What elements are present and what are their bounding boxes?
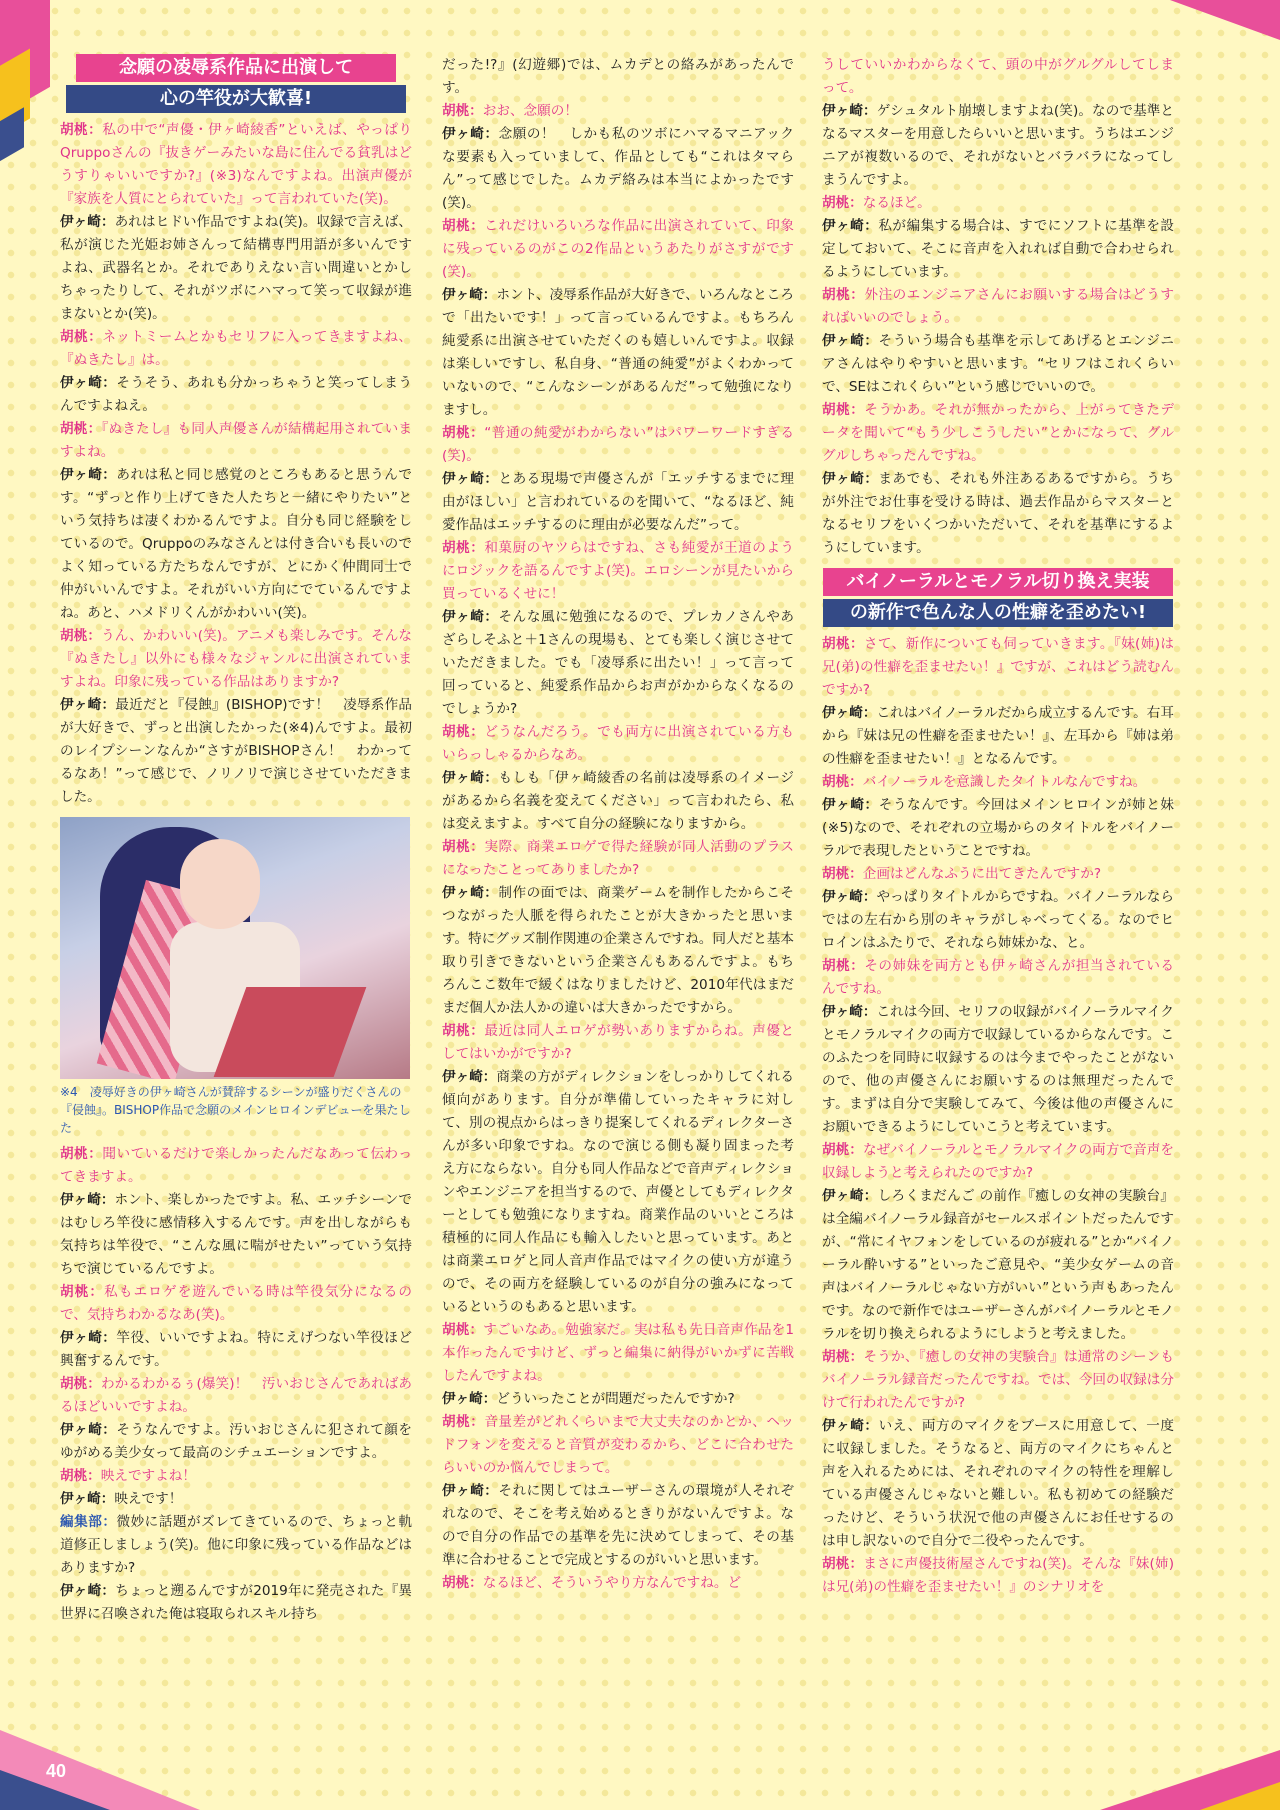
dialogue-text: これは今回、セリフの収録がバイノーラルマイクとモノラルマイクの両方で収録しているからなんです。このふたつを同時に収録するのは今までやったことがないので、他の声優さんにお願いするのは無理だったんです。まずは自分で実験してみて、今後は他の声優さんにお願いできるようにしていこうと考えています。	[822, 1004, 1175, 1135]
dialogue-line	[822, 468, 1174, 560]
dialogue-line	[442, 1319, 794, 1388]
speaker-label: 伊ヶ崎：	[442, 1069, 497, 1085]
speaker-label: 伊ヶ崎：	[822, 705, 877, 721]
headline-1-line-1: 念願の凌辱系作品に出演して	[76, 54, 396, 82]
dialogue-line	[442, 54, 794, 100]
speaker-label: 胡桃：	[442, 724, 485, 740]
dialogue-text: その姉妹を両方とも伊ヶ崎さんが担当されているんですね。	[822, 958, 1175, 997]
dialogue-text: 『ぬきたし』も同人声優さんが結構起用されていますよね。	[60, 421, 413, 460]
speaker-label: 胡桃：	[822, 1142, 863, 1158]
dialogue-line	[60, 1465, 412, 1488]
dialogue-line	[442, 767, 794, 836]
speaker-label: 伊ヶ崎：	[60, 1330, 117, 1346]
dialogue-line	[822, 54, 1174, 100]
dialogue-text: 微妙に話題がズレてきているので、ちょっと軌道修正しましょう(笑)。他に印象に残っている作品などはありますか?	[60, 1514, 412, 1576]
speaker-label: 伊ヶ崎：	[442, 471, 499, 487]
dialogue-text: いえ、両方のマイクをブースに用意して、一度に収録しました。そうなると、両方のマイクにちゃんと声を入れるためには、それぞれのマイクの特性を理解している声優さんじゃないと難しい。私も初めての経験だったけど、そういう状況で他の声優さんにお任せするのは申し訳ないので自分で二役やったんです。	[822, 1418, 1175, 1549]
dialogue-text: だった!?』(幻遊郷)では、ムカデとの絡みがあったんです。	[442, 57, 794, 96]
speaker-label: 胡桃：	[822, 402, 865, 418]
dialogue-text: 制作の面では、商業ゲームを制作したからこそつながった人脈を得られたことが大きかったと思います。特にグッズ制作関連の企業さんですね。同人だと基本取り引きできないという企業さんもあるんですよ。もちろんここ数年で緩くはなりましたけど、2010年代はまだまだ個人か法人かの違いは大きかったですから。	[442, 885, 795, 1016]
dialogue-line	[822, 399, 1174, 468]
dialogue-line	[60, 464, 412, 625]
dialogue-line	[822, 100, 1174, 192]
speaker-label: 伊ヶ崎：	[822, 797, 879, 813]
dialogue-text: わかるわかるぅ(爆笑)！ 汚いおじさんであればあるほどいいですよね。	[60, 1376, 413, 1415]
dialogue-text: なぜバイノーラルとモノラルマイクの両方で音声を収録しようと考えられたのですか?	[822, 1142, 1174, 1181]
speaker-label: 伊ヶ崎：	[822, 103, 877, 119]
dialogue-text: あれは私と同じ感覚のところもあると思うんです。“ずっと作り上げてきた人たちと一緒にやりたい”という気持ちは凄くわかるんですよ。自分も同じ経験をしているので。Qruppoのみなさんとは付き合いも長いのでよく知っている方たちなんですが、とにかく仲間同士で仲がいいんですよ。それがいい方向にでているんですよね。あと、ハメドリくんがかわいい(笑)。	[60, 467, 413, 621]
speaker-label: 胡桃：	[60, 421, 102, 437]
dialogue-text: 和菓厨のヤツらはですね、さも純愛が王道のようにロジックを語るんですよ(笑)。エロシーンが見たいから買っているくせに！	[442, 540, 795, 602]
corner-decoration-bottom-right	[1080, 1730, 1280, 1810]
dialogue-text: 映えですよね！	[100, 1468, 196, 1484]
dialogue-line	[60, 1327, 412, 1373]
speaker-label: 伊ヶ崎：	[442, 609, 499, 625]
dialogue-text: 企画はどんなふうに出てきたんですか?	[862, 866, 1102, 882]
col3a-text	[822, 54, 1174, 560]
dialogue-line	[60, 211, 412, 326]
dialogue-text: しろくまだんご の前作『癒しの女神の実験台』は全編バイノーラル録音がセールスポイントだったんですが、“常にイヤフォンをしているのが疲れる”とか“バイノーラル酔いする”といったご意見や、“美少女ゲームの音声はバイノーラルじゃない方がいい”という声もあったんです。なので新作ではユーザーさんがバイノーラルとモノラルを切り換えられるようにしようと考えました。	[822, 1188, 1175, 1342]
dialogue-line	[822, 1415, 1174, 1553]
speaker-label: 伊ヶ崎：	[442, 287, 497, 303]
game-screenshot-image	[60, 817, 410, 1079]
dialogue-line	[442, 1388, 794, 1411]
dialogue-line	[822, 192, 1174, 215]
dialogue-line	[822, 863, 1174, 886]
speaker-label: 胡桃：	[822, 195, 863, 211]
dialogue-text: これはバイノーラルだから成立するんです。右耳から『妹は兄の性癖を歪ませたい！』、左耳から『姉は弟の性癖を歪ませたい！』となるんです。	[822, 705, 1175, 767]
dialogue-line	[60, 1580, 412, 1626]
speaker-label: 伊ヶ崎：	[442, 885, 499, 901]
dialogue-text: ネットミームとかもセリフに入ってきますよね、『ぬきたし』は。	[60, 329, 413, 368]
dialogue-line	[442, 1020, 794, 1066]
speaker-label: 伊ヶ崎：	[60, 1491, 115, 1507]
dialogue-text: 私もエロゲを遊んでいる時は竿役気分になるので、気持ちわかるなあ(笑)。	[60, 1284, 412, 1323]
dialogue-line	[60, 326, 412, 372]
dialogue-text: ホント、楽しかったですよ。私、エッチシーンではむしろ竿役に感情移入するんです。声を出しながらも気持ちは竿役で、“こんな風に喘がせたい”っていう気持ちで演じているんですよ。	[60, 1192, 413, 1277]
dialogue-text: 外注のエンジニアさんにお願いする場合はどうすればいいのでしょう。	[822, 287, 1174, 326]
col1b-text	[60, 1143, 412, 1626]
dialogue-line	[442, 422, 794, 468]
dialogue-line	[60, 694, 412, 809]
speaker-label: 伊ヶ崎：	[442, 1391, 497, 1407]
dialogue-line	[822, 284, 1174, 330]
column-2	[442, 54, 794, 1595]
dialogue-text: 映えです！	[114, 1491, 183, 1507]
speaker-label: 編集部：	[60, 1514, 117, 1530]
dialogue-text: そんな風に勉強になるので、プレカノさんやあざらしそふと＋1さんの現場も、とても楽しく演じさせていただきました。でも「凌辱系に出たい！」って言って回っていると、純愛系作品からお声がかからなくなるのでしょうか?	[442, 609, 795, 717]
corner-decoration-bottom-left	[0, 1720, 220, 1810]
speaker-label: 伊ヶ崎：	[822, 1418, 879, 1434]
dialogue-text: そういう場合も基準を示してあげるとエンジニアさんはやりやすいと思います。“セリフはこれくらいで、SEはこれくらい”という感じでいいので。	[822, 333, 1174, 395]
dialogue-line	[822, 1346, 1174, 1415]
dialogue-text: もしも「伊ヶ崎綾香の名前は凌辱系のイメージがあるから名義を変えてください」って言われたら、私は変えますよ。すべて自分の経験になりますから。	[442, 770, 794, 832]
dialogue-text: そうか、『癒しの女神の実験台』は通常のシーンもバイノーラル録音だったんですね。では、今回の収録は分けて行われたんですか?	[822, 1349, 1175, 1411]
dialogue-line	[442, 606, 794, 721]
dialogue-line	[442, 468, 794, 537]
dialogue-line	[442, 1066, 794, 1319]
dialogue-line	[822, 330, 1174, 399]
dialogue-text: 最近だと『侵蝕』(BISHOP)です！ 凌辱系作品が大好きで、ずっと出演したかった(※4)んですよ。最初のレイプシーンなんか“さすがBISHOPさん！ わかってるなあ！”って感じで、ノリノリで演じさせていただきました。	[60, 697, 412, 805]
col2-text	[442, 54, 794, 1595]
speaker-label: 伊ヶ崎：	[60, 375, 117, 391]
speaker-label: 伊ヶ崎：	[60, 1583, 116, 1599]
speaker-label: 胡桃：	[822, 1556, 864, 1572]
speaker-label: 胡桃：	[442, 103, 483, 119]
speaker-label: 胡桃：	[60, 628, 102, 644]
dialogue-text: うしていいかわからなくて、頭の中がグルグルしてしまって。	[822, 57, 1174, 96]
dialogue-text: 私の中で“声優・伊ヶ崎綾香”といえば、やっぱりQruppoさんの『抜きゲーみたいな島に住んでる貧乳はどうすりゃいいですか?』(※3)なんですよね。出演声優が『家族を人質にとられていた』って言われていた(笑)。	[60, 122, 412, 207]
speaker-label: 伊ヶ崎：	[822, 1188, 878, 1204]
speaker-label: 伊ヶ崎：	[60, 214, 115, 230]
speaker-label: 胡桃：	[442, 1575, 483, 1591]
corner-decoration-top-right	[1160, 0, 1280, 40]
column-1	[60, 54, 412, 1626]
page-number: 40	[46, 1761, 67, 1781]
speaker-label: 胡桃：	[60, 329, 103, 345]
photo-caption: ※4 凌辱好きの伊ヶ崎さんが賛辞するシーンが盛りだくさんの『侵蝕』。BISHOP作品で念願のメインヒロインデビューを果たした	[60, 1085, 411, 1135]
speaker-label: 伊ヶ崎：	[442, 1483, 499, 1499]
speaker-label: 胡桃：	[822, 774, 863, 790]
dialogue-text: なるほど、そういうやり方なんですね。ど	[482, 1575, 742, 1591]
speaker-label: 胡桃：	[822, 958, 865, 974]
speaker-label: 胡桃：	[60, 122, 103, 138]
dialogue-text: ちょっと遡るんですが2019年に発売された『異世界に召喚された俺は寝取られスキル持ち	[60, 1583, 413, 1622]
speaker-label: 伊ヶ崎：	[60, 467, 117, 483]
dialogue-line	[60, 119, 412, 211]
col3b-text	[822, 633, 1174, 1599]
dialogue-text: 音量差がどれくらいまで大丈夫なのかとか、ヘッドフォンを変えると音質が変わるから、どこに合わせたらいいのか悩んでしまって。	[442, 1414, 795, 1476]
dialogue-text: それに関してはユーザーさんの環境が人それぞれなので、そこを考え始めるときりがないんですよ。なので自分の作品での基準を先に決めてしまって、その基準に合わせることで完成とするのがいいと思います。	[442, 1483, 795, 1568]
speaker-label: 胡桃：	[442, 1322, 484, 1338]
dialogue-text: バイノーラルを意識したタイトルなんですね。	[862, 774, 1147, 790]
speaker-label: 伊ヶ崎：	[822, 333, 879, 349]
dialogue-text: うん、かわいい(笑)。アニメも楽しみです。そんな『ぬきたし』以外にも様々なジャンルに出演されていますよね。印象に残っている作品はありますか?	[60, 628, 413, 690]
dialogue-text: 私が編集する場合は、すでにソフトに基準を設定しておいて、そこに音声を入れれば自動で合わせられるようにしています。	[822, 218, 1174, 280]
speaker-label: 胡桃：	[442, 540, 485, 556]
speaker-label: 胡桃：	[60, 1376, 101, 1392]
dialogue-text: どういったことが問題だったんですか?	[496, 1391, 735, 1407]
dialogue-text: 竿役、いいですよね。特にえげつない竿役ほど興奮するんです。	[60, 1330, 413, 1369]
speaker-label: 伊ヶ崎：	[822, 471, 879, 487]
dialogue-line	[442, 537, 794, 606]
dialogue-line	[822, 771, 1174, 794]
dialogue-line	[60, 1281, 412, 1327]
dialogue-text: 最近は同人エロゲが勢いありますからね。声優としてはいかがですか?	[442, 1023, 795, 1062]
dialogue-text: まさに声優技術屋さんですね(笑)。そんな『妹(姉)は兄(弟)の性癖を歪ませたい！』のシナリオを	[822, 1556, 1175, 1595]
dialogue-line	[822, 794, 1174, 863]
dialogue-text: そうなんです。今回はメインヒロインが姉と妹(※5)なので、それぞれの立場からのタイトルをバイノーラルで表現したということですね。	[822, 797, 1175, 859]
speaker-label: 胡桃：	[442, 425, 485, 441]
dialogue-line	[60, 1419, 412, 1465]
speaker-label: 伊ヶ崎：	[60, 1192, 115, 1208]
dialogue-line	[60, 625, 412, 694]
dialogue-line	[822, 633, 1174, 702]
headline-1-line-2: 心の竿役が大歓喜!	[66, 85, 406, 113]
dialogue-line	[442, 721, 794, 767]
speaker-label: 胡桃：	[442, 839, 485, 855]
dialogue-line	[822, 215, 1174, 284]
dialogue-line	[442, 284, 794, 422]
dialogue-text: ゲシュタルト崩壊しますよね(笑)。なので基準となるマスターを用意したらいいと思います。うちはエンジニアが複数いるので、それがないとバラバラになってしまうんですよ。	[822, 103, 1175, 188]
speaker-label: 胡桃：	[442, 1414, 485, 1430]
dialogue-line	[442, 1572, 794, 1595]
speaker-label: 伊ヶ崎：	[822, 1004, 877, 1020]
dialogue-line	[822, 886, 1174, 955]
dialogue-line	[822, 1001, 1174, 1139]
dialogue-line	[442, 1411, 794, 1480]
speaker-label: 胡桃：	[60, 1284, 105, 1300]
headline-2	[822, 568, 1174, 627]
dialogue-line	[442, 215, 794, 284]
speaker-label: 伊ヶ崎：	[442, 126, 499, 142]
dialogue-text: やっぱりタイトルからですね。バイノーラルならではの左右から別のキャラがしゃべってくる。なのでヒロインはふたりで、それなら姉妹かな、と。	[822, 889, 1175, 951]
dialogue-text: これだけいろいろな作品に出演されていて、印象に残っているのがこの2作品というあたりがさすがです(笑)。	[442, 218, 795, 280]
dialogue-line	[822, 1139, 1174, 1185]
dialogue-text: あれはヒドい作品ですよね(笑)。収録で言えば、私が演じた光姫お姉さんって結構専門用語が多いんですよね、武器名とか。それでありえない言い間違いとかしちゃったりして、それがツボにハマって笑って収録が進まないとか(笑)。	[60, 214, 413, 322]
speaker-label: 胡桃：	[442, 218, 485, 234]
headline-2-line-2: の新作で色んな人の性癖を歪めたい!	[823, 599, 1173, 627]
speaker-label: 伊ヶ崎：	[822, 889, 877, 905]
speaker-label: 胡桃：	[822, 866, 863, 882]
dialogue-text: 念願の！ しかも私のツボにハマるマニアックな要素も入っていまして、作品としても“これはタマらん”って感じでした。ムカデ絡みは本当によかったです(笑)。	[442, 126, 794, 211]
dialogue-text: 実際、商業エロゲで得た経験が同人活動のプラスになったことってありましたか?	[442, 839, 795, 878]
speaker-label: 胡桃：	[822, 287, 865, 303]
dialogue-line	[822, 955, 1174, 1001]
dialogue-text: まあでも、それも外注あるあるですから。うちが外注でお仕事を受ける時は、過去作品からマスターとなるセリフをいくつかいただいて、それを基準にするようにしています。	[822, 471, 1174, 556]
dialogue-text: そうそう、あれも分かっちゃうと笑ってしまうんですよねえ。	[60, 375, 413, 414]
speaker-label: 胡桃：	[822, 636, 864, 652]
dialogue-line	[60, 1189, 412, 1281]
speaker-label: 胡桃：	[442, 1023, 485, 1039]
dialogue-line	[442, 123, 794, 215]
dialogue-line	[442, 836, 794, 882]
dialogue-text: さて、新作についても伺っていきます。『妹(姉)は兄(弟)の性癖を歪ませたい！』ですが、これはどう読むんですか?	[822, 636, 1174, 698]
dialogue-text: 商業の方がディレクションをしっかりしてくれる傾向があります。自分が準備していったキャラに対して、別の視点からはっきり提案してくれるディレクターさんが多い印象ですね。なので演じる側も凝り固まった考え方にならない。自分も同人作品などで音声ディレクションやエンジニアを担当するので、声優としてもディレクターとしても勉強になりますね。商業作品のいいところは積極的に同人作品にも輸入したいと思っています。あとは商業エロゲと同人音声作品ではマイクの使い方が違うので、その両方を経験しているのが自分の強みになっているというのもあると思います。	[442, 1069, 794, 1315]
dialogue-line	[60, 418, 412, 464]
dialogue-line	[822, 1553, 1174, 1599]
dialogue-line	[60, 1373, 412, 1419]
speaker-label: 伊ヶ崎：	[60, 1422, 117, 1438]
headline-2-line-1: バイノーラルとモノラル切り換え実装	[823, 568, 1173, 596]
dialogue-text: どうなんだろう。でも両方に出演されている方もいらっしゃるからなあ。	[442, 724, 795, 763]
dialogue-text: とある現場で声優さんが「エッチするまでに理由がほしい」と言われているのを聞いて、“なるほど、純愛作品はエッチするのに理由が必要なんだ”って。	[442, 471, 794, 533]
column-3	[822, 54, 1174, 1599]
speaker-label: 伊ヶ崎：	[822, 218, 879, 234]
dialogue-text: おお、念願の！	[482, 103, 578, 119]
speaker-label: 伊ヶ崎：	[60, 697, 116, 713]
dialogue-text: ホント、凌辱系作品が大好きで、いろんなところで「出たいです！」って言っているんですよ。もちろん純愛系に出演させていただくのも嬉しいんですよ。収録は楽しいですし、私自身、“普通の純愛”がよくわかっていないので、“こんなシーンがあるんだ”って勉強になりますし。	[442, 287, 794, 418]
speaker-label: 胡桃：	[60, 1468, 101, 1484]
dialogue-line	[60, 372, 412, 418]
speaker-label: 胡桃：	[822, 1349, 864, 1365]
dialogue-text: “普通の純愛がわからない”はパワーワードすぎる(笑)。	[442, 425, 794, 464]
dialogue-line	[60, 1143, 412, 1189]
dialogue-line	[60, 1511, 412, 1580]
dialogue-line	[822, 1185, 1174, 1346]
dialogue-text: なるほど。	[862, 195, 931, 211]
headline-1	[60, 54, 412, 113]
dialogue-text: そうかあ。それが無かったから、上がってきたデータを聞いて“もう少しこうしたい”とかになって、グルグルしちゃったんですね。	[822, 402, 1174, 464]
dialogue-text: 聞いているだけで楽しかったんだなあって伝わってきますよ。	[60, 1146, 413, 1185]
col1a-text	[60, 119, 412, 809]
dialogue-text: そうなんですよ。汚いおじさんに犯されて顔をゆがめる美少女って最高のシチュエーションですよ。	[60, 1422, 413, 1461]
dialogue-line	[60, 1488, 412, 1511]
dialogue-text: すごいなあ。勉強家だ。実は私も先日音声作品を1本作ったんですけど、ずっと編集に納得がいかずに苦戦したんですよね。	[442, 1322, 795, 1384]
dialogue-line	[442, 882, 794, 1020]
speaker-label: 伊ヶ崎：	[442, 770, 499, 786]
speaker-label: 胡桃：	[60, 1146, 103, 1162]
dialogue-line	[442, 100, 794, 123]
dialogue-line	[822, 702, 1174, 771]
dialogue-line	[442, 1480, 794, 1572]
